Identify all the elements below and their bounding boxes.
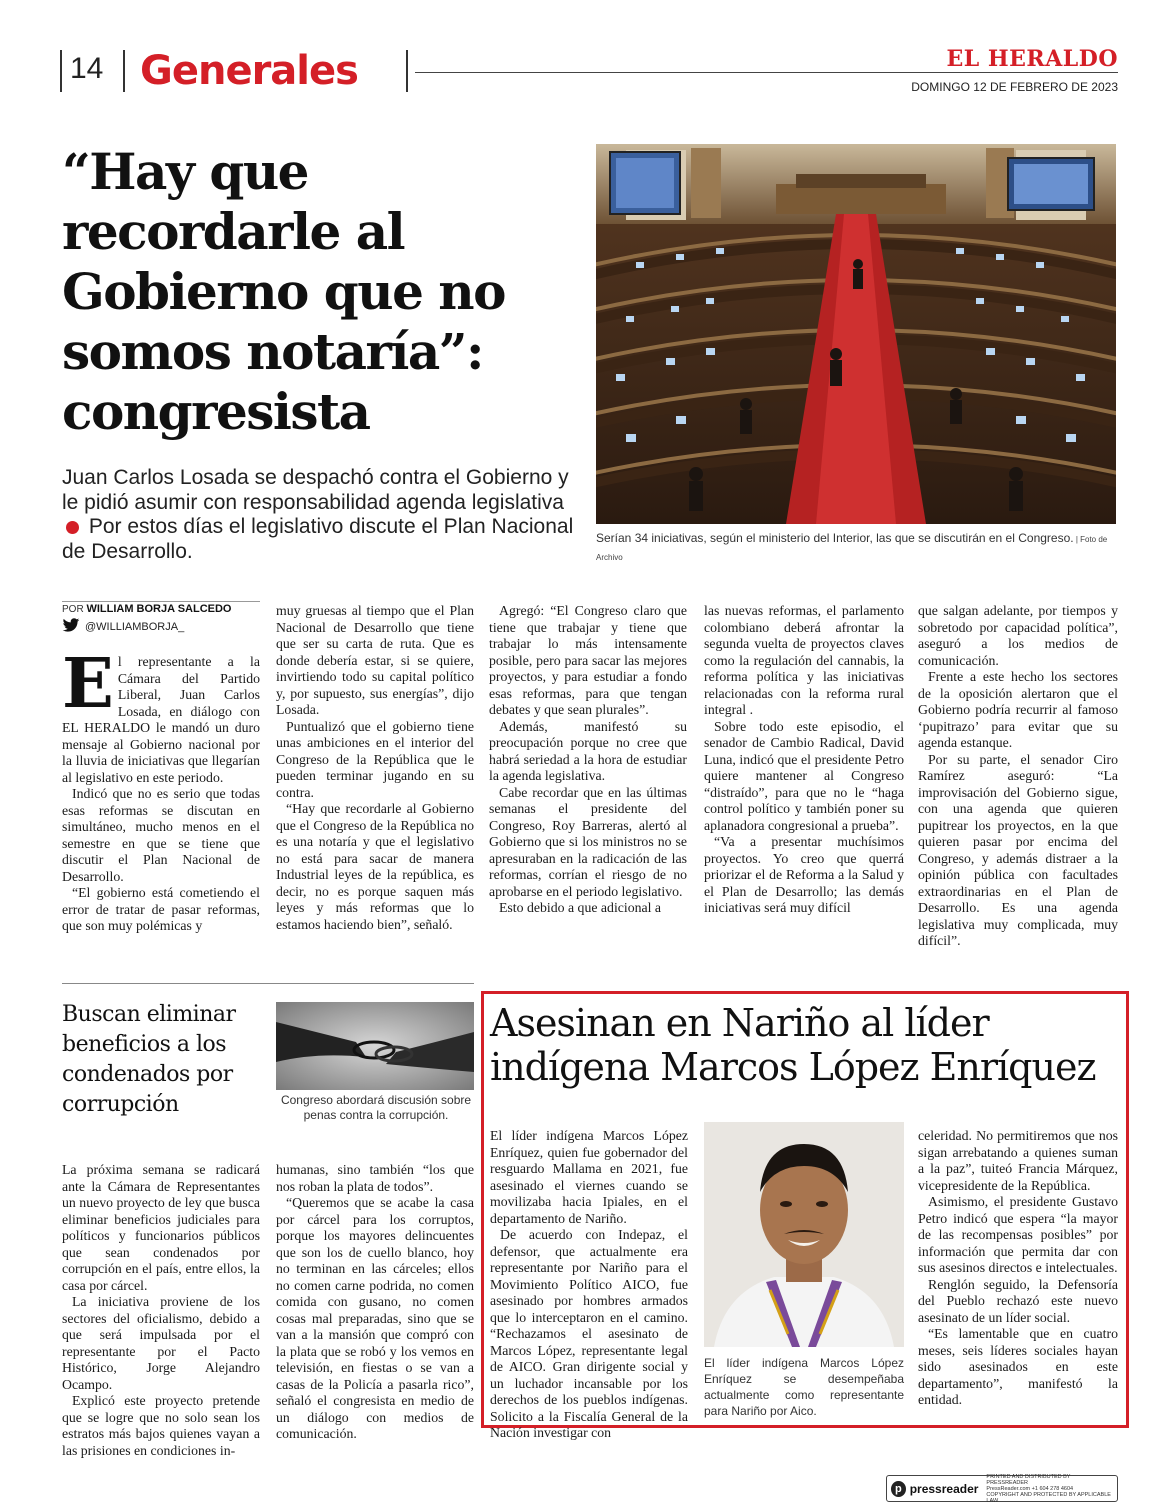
main-column-4 bbox=[704, 603, 904, 917]
red-column-2 bbox=[918, 1128, 1118, 1409]
red-bullet-icon bbox=[66, 521, 79, 534]
portrait-photo bbox=[704, 1122, 904, 1347]
byline bbox=[62, 603, 260, 615]
paragraph: l representante a la Cámara del Partido Liberal, Juan Carlos Losada, en diálogo con EL HERALDO le mandó un duro mensaje al Gobierno nacional por la lluvia de iniciativas que llegarían al legislativo en este periodo. bbox=[62, 654, 260, 785]
red-box-headline: Asesinan en Nariño al líder indígena Marcos López Enríquez bbox=[490, 1001, 1096, 1089]
paragraph: celeridad. No permitiremos que nos sigan arrebatando a quienes suman a la paz”, tuiteó Francia Márquez, vicepresidente de la República. bbox=[918, 1128, 1118, 1193]
paragraph: muy gruesas al tiempo que el Plan Nacional de Desarrollo que tiene que ser su carta de ruta. Que es donde debería estar, si se quiere, invirtiendo todo su capital político y, por supuesto, sus energías”, dijo Losada. bbox=[276, 603, 474, 717]
fine-print-line: COPYRIGHT AND PROTECTED BY APPLICABLE LAW bbox=[986, 1491, 1111, 1504]
byline-rule bbox=[62, 601, 260, 602]
paragraph: Por su parte, el senador Ciro Ramírez aseguró: “La improvisación del Gobierno sigue, con una agenda que quieren pupitrear los proyectos, en la que quieren pasar por encima del Congreso, y además distraer a la opinión pública con facultades extraordinarias en el Plan de Desarrollo. Es una agenda legislativa muy complicada, muy difícil”. bbox=[918, 751, 1118, 948]
side-photo-caption: Congreso abordará discusión sobre penas contra la corrupción. bbox=[280, 1093, 472, 1122]
pressreader-name: pressreader bbox=[909, 1481, 979, 1496]
header-separator bbox=[406, 50, 408, 92]
paragraph: Cabe recordar que en las últimas semanas el presidente del Congreso, Roy Barreras, alertó al Gobierno que si los ministros no se apresuraban en la radicación de las reformas, corrían el riesgo de no aprobarse en el periodo legislativo. bbox=[489, 784, 687, 899]
byline-prefix: POR bbox=[62, 604, 87, 615]
main-headline: “Hay que recordarle al Gobierno que no somos notaría”: congresista bbox=[62, 142, 506, 441]
paragraph: “Hay que recordarle al Gobierno que el Congreso de la República no es una notaría y que el legislativo no está para sacar de manera Industrial leyes de la república, es decir, no es porque saquen más leyes y más reformas que lo estamos haciendo bien”, señaló. bbox=[276, 801, 474, 932]
side-headline: Buscan eliminar beneficios a los condenados por corrupción bbox=[62, 1002, 236, 1117]
pressreader-logo-icon: p bbox=[891, 1481, 906, 1497]
paragraph: Además, manifestó su preocupación porque no cree que habrá seriedad a la hora de estudiar la agenda legislativa. bbox=[489, 718, 687, 783]
paragraph: Puntualizó que el gobierno tiene unas ambiciones en el interior del Congreso de la República que le pueden terminar jugando en su contra. bbox=[276, 718, 474, 800]
twitter-byline[interactable] bbox=[62, 618, 262, 636]
pressreader-fine-print bbox=[986, 1474, 1113, 1504]
paragraph: Explicó este proyecto pretende que se logre que no solo sean los estratos más bajos quienes vayan a las prisiones en condiciones in- bbox=[62, 1393, 260, 1458]
paragraph: Indicó que no es serio que todas esas reformas se discutan en simultáneo, mucho menos en el semestre en que se tiene que discutir el Plan Nacional de Desarrollo. bbox=[62, 786, 260, 884]
header-left-rule bbox=[60, 50, 62, 92]
twitter-bird-icon bbox=[62, 618, 80, 636]
handcuffs-photo bbox=[276, 1002, 474, 1090]
paragraph: Sobre todo este episodio, el senador de Cambio Radical, David Luna, indicó que el presidente Petro quiere mantener al Congreso “distraído”, para que no le “haga control político y también poner su aplanadora congresional a prueba”. bbox=[704, 718, 904, 833]
portrait-caption: El líder indígena Marcos López Enríquez se desempeñaba actualmente como representante para Nariño por Aico. bbox=[704, 1356, 904, 1418]
masthead: EL HERALDO bbox=[946, 46, 1118, 72]
header-rule bbox=[415, 72, 1118, 73]
header-separator bbox=[123, 50, 125, 92]
paragraph: “Es lamentable que en cuatro meses, seis líderes sociales hayan sido asesinados en este departamento”, manifestó la entidad. bbox=[918, 1326, 1118, 1407]
paragraph: La iniciativa proviene de los sectores del oficialismo, debido a que será impulsada por el representante por el Pacto Histórico, Jorge Alejandro Ocampo. bbox=[62, 1294, 260, 1392]
paragraph: La próxima semana se radicará ante la Cámara de Representantes un nuevo proyecto de ley que busca eliminar beneficios judiciales para políticos y funcionarios públicos que sean condenados por corrupción en el país, entre ellos, la casa por cárcel. bbox=[62, 1162, 260, 1293]
side-column-1 bbox=[62, 1162, 260, 1459]
pressreader-badge[interactable] bbox=[886, 1475, 1118, 1502]
paragraph: “Va a presentar muchísimos proyectos. Yo creo que querrá priorizar el de Reforma a la Salud y el Plan de Desarrollo; las demás iniciativas será muy difícil bbox=[704, 834, 904, 915]
twitter-handle: @WILLIAMBORJA_ bbox=[85, 621, 185, 633]
paragraph: “El gobierno está cometiendo el error de tratar de pasar reformas, que son muy polémicas y bbox=[62, 885, 260, 933]
section-divider bbox=[62, 983, 474, 984]
paragraph: Asimismo, el presidente Gustavo Petro indicó que espera “la mayor de las recompensas posibles” por información que permita dar con sus asesinos directos e intelectuales. bbox=[918, 1194, 1118, 1275]
main-column-1 bbox=[62, 644, 260, 935]
page-number: 14 bbox=[70, 52, 104, 85]
drop-cap: E bbox=[62, 644, 114, 724]
main-column-2 bbox=[276, 603, 474, 933]
photo-caption-text: Serían 34 iniciativas, según el ministerio del Interior, las que se discutirán en el Congreso. bbox=[596, 531, 1074, 545]
main-column-5 bbox=[918, 603, 1118, 950]
deck-part-2: Por estos días el legislativo discute el Plan Nacional de Desarrollo. bbox=[62, 515, 574, 563]
paragraph: “Queremos que se acabe la casa por cárcel para los corruptos, porque los mayores delincuentes que son los de cuello blanco, hoy no terminan en las cárceles; ellos no comen carne podrida, no comen comida con gusano, no comen cosas mal preparadas, sino que se van a la mansión que compró con la plata que se robó y los vemos en televisión, en fiestas o se van a casas de la Policía a pasarla rico”, señaló el congresista en medio de un diálogo con medios de comunicación. bbox=[276, 1195, 474, 1441]
paragraph: El líder indígena Marcos López Enríquez, quien fue gobernador del resguardo Mallama en 2021, fue asesinado el viernes cuando se movilizaba hacia Ipiales, en el departamento de Nariño. bbox=[490, 1128, 688, 1226]
fine-print-line: PRINTED AND DISTRIBUTED BY PRESSREADER bbox=[986, 1473, 1071, 1486]
main-column-3 bbox=[489, 603, 687, 917]
paragraph: Renglón seguido, la Defensoría del Pueblo rechazó este nuevo asesinato de un líder social. bbox=[918, 1276, 1118, 1325]
paragraph: Agregó: “El Congreso claro que tiene que trabajar y tiene que trabajar lo más intensamente posible, pero para sacar las mejores proyectos, y para estudiar a fondo esas reformas, para que tengan debates y que sean plurales”. bbox=[489, 603, 687, 717]
dateline: DOMINGO 12 DE FEBRERO DE 2023 bbox=[911, 80, 1118, 94]
paragraph: que salgan adelante, por tiempos y sobretodo por capacidad política”, aseguró a los medios de comunicación. bbox=[918, 603, 1118, 668]
paragraph: De acuerdo con Indepaz, el defensor, que actualmente era representante por Nariño para el Movimiento Político AICO, fue asesinado por hombres armados que lo interceptaron en el camino. “Rechazamos el asesinato de Marcos López, representante legal de AICO. Gran dirigente social y un luchador incansable por los derechos de los pueblos indígenas. Solicito a la Fiscalía General de la Nación investigar con bbox=[490, 1227, 688, 1440]
photo-credit: | Foto de Archivo bbox=[596, 535, 1108, 562]
side-column-2 bbox=[276, 1162, 474, 1443]
paragraph: las nuevas reformas, el parlamento colombiano deberá afrontar la segunda vuelta de proyectos claves como la regulación del cannabis, la reforma política y las iniciativas relacionadas con la reforma rural integral . bbox=[704, 603, 904, 717]
congress-chamber-photo bbox=[596, 144, 1116, 524]
paragraph: humanas, sino también “los que nos roban la plata de todos”. bbox=[276, 1162, 474, 1194]
section-title: Generales bbox=[140, 48, 358, 94]
fine-print-line: PressReader.com +1 604 278 4604 bbox=[986, 1485, 1074, 1492]
red-column-1 bbox=[490, 1128, 688, 1442]
paragraph: Esto debido a que adicional a bbox=[499, 900, 662, 915]
paragraph: Frente a este hecho los sectores de la oposición alertaron que el Gobierno podría recurrir al famoso ‘pupitrazo’ para evitar que su agenda estanque. bbox=[918, 669, 1118, 750]
deck-part-1: Juan Carlos Losada se despachó contra el Gobierno y le pidió asumir con responsabilidad agenda legislativa bbox=[62, 466, 569, 514]
byline-author: WILLIAM BORJA SALCEDO bbox=[86, 603, 232, 615]
photo-caption bbox=[596, 530, 1118, 566]
main-deck bbox=[62, 466, 582, 564]
